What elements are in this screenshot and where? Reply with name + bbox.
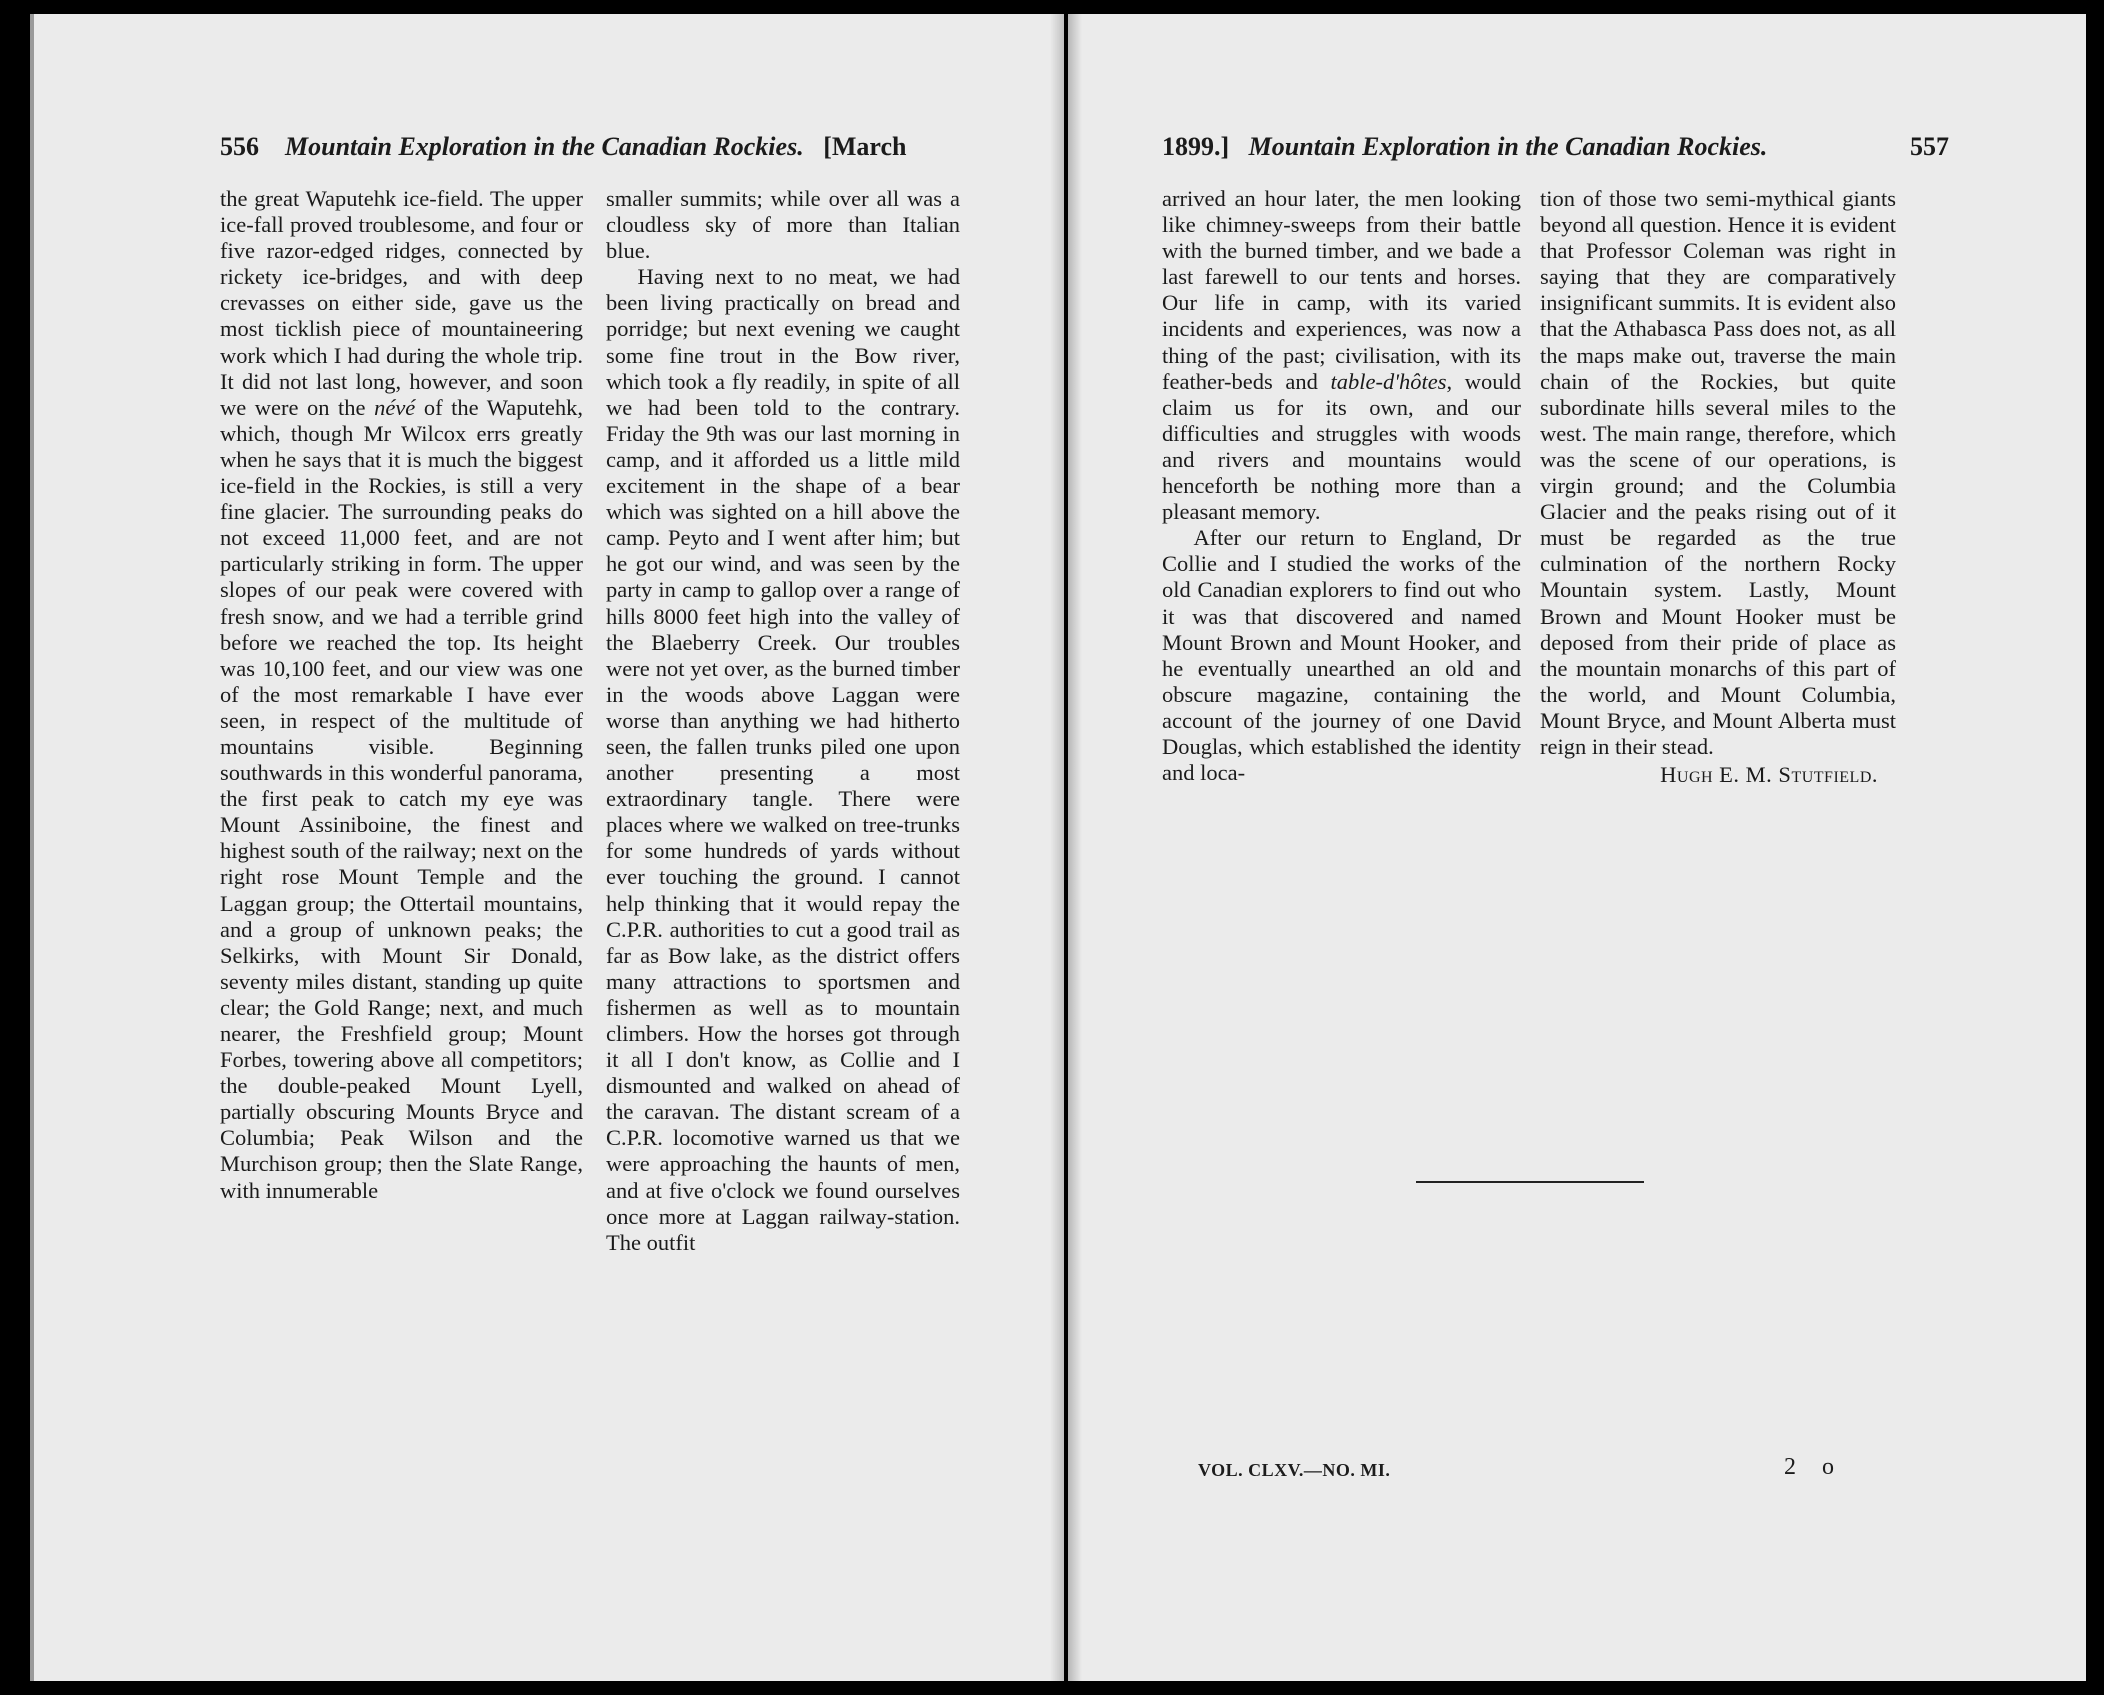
left-page (30, 14, 1064, 1681)
running-title: Mountain Exploration in the Canadian Rockies. (1248, 132, 1768, 161)
running-head-right (1162, 132, 1949, 162)
text-run: , would claim us for its own, and our difficulties and struggles with woods and rivers and mountains would henceforth be nothing more than a pleasant memory. (1162, 368, 1522, 525)
page-number: 556 (220, 132, 259, 161)
right-page (1068, 14, 2086, 1681)
footer-volume: VOL. CLXV.—NO. MI. (1198, 1460, 1391, 1480)
text-run: arrived an hour later, the men looking like chimney-sweeps from their battle with the burned timber, and we bade a last farewell to our tents and horses. Our life in camp, with its varied incidents and experiences, was now a thing of the past; civilisation, with its feather-beds and (1162, 186, 1521, 394)
author-signature: Hugh E. M. Stutfield. (1660, 762, 1878, 788)
running-title: Mountain Exploration in the Canadian Rockies. (285, 132, 804, 161)
text-run: smaller summits; while over all was a cloudless sky of more than Italian blue. (606, 186, 960, 264)
paragraph (1540, 186, 1896, 760)
footer-signature-mark: 2 o (1784, 1454, 1844, 1480)
running-month: [March (823, 132, 907, 161)
running-year: 1899.] (1162, 132, 1230, 161)
text-column-right-2 (1540, 186, 1896, 788)
paragraph (606, 264, 960, 1256)
paragraph (606, 186, 960, 264)
paragraph (1162, 186, 1521, 525)
text-column-left-2 (606, 186, 960, 1256)
text-column-left-1 (220, 186, 583, 1204)
text-run: tion of those two semi-mythical giants beyond all question. Hence it is evident that Professor Coleman was right in saying that they are comparatively insignificant summits. It is evident also that the Athabasca Pass does not, as all the maps make out, traverse the main chain of the Rockies, but quite subordinate hills several miles to the west. The main range, therefore, which was the scene of our operations, is virgin ground; and the Columbia Glacier and the peaks rising out of it must be regarded as the true culmination of the northern Rocky Mountain system. Lastly, Mount Brown and Mount Hooker must be deposed from their pride of place as the mountain monarchs of this part of the world, and Mount Columbia, Mount Bryce, and Mount Alberta must reign in their stead. (1540, 186, 1896, 759)
text-run: After our return to England, Dr Collie and I studied the works of the old Canadian explorers to find out who it was that discovered and named Mount Brown and Mount Hooker, and he eventually unearthed an old and obscure magazine, containing the account of the journey of one David Douglas, which established the identity and loca- (1162, 525, 1521, 786)
paragraph (220, 186, 583, 1204)
paragraph (1162, 525, 1521, 786)
italic-term: table-d'hôtes (1330, 368, 1447, 394)
section-end-rule (1416, 1181, 1644, 1183)
gutter-shadow (1068, 14, 1082, 1681)
running-head-left (220, 132, 906, 162)
text-run: the great Waputehk ice-field. The upper ice-fall proved troublesome, and four or five razor-edged ridges, connected by rickety ice-bridges, and with deep crevasses on either side, gave us the most ticklish piece of mountaineering work which I had during the whole trip. It did not last long, however, and soon we were on the (220, 186, 583, 420)
text-column-right-1 (1162, 186, 1521, 786)
text-run: Having next to no meat, we had been living practically on bread and porridge; but next evening we caught some fine trout in the Bow river, which took a fly readily, in spite of all we had been told to the contrary. Friday the 9th was our last morning in camp, and it afforded us a little mild excitement in the shape of a bear which was sighted on a hill above the camp. Peyto and I went after him; but he got our wind, and was seen by the party in camp to gallop over a range of hills 8000 feet high into the valley of the Blaeberry Creek. Our troubles were not yet over, as the burned timber in the woods above Laggan were worse than anything we had hitherto seen, the fallen trunks piled one upon another presenting a most extraordinary tangle. There were places where we walked on tree-trunks for some hundreds of yards without ever touching the ground. I cannot help thinking that it would repay the C.P.R. authorities to cut a good trail as far as Bow lake, as the district offers many attractions to sportsmen and fishermen as well as to mountain climbers. How the horses got through it all I don't know, as Collie and I dismounted and walked on ahead of the caravan. The distant scream of a C.P.R. locomotive warned us that we were approaching the haunts of men, and at five o'clock we found ourselves once more at Laggan railway-station. The outfit (606, 264, 960, 1255)
gutter-shadow (1050, 14, 1064, 1681)
text-run: of the Waputehk, which, though Mr Wilcox errs greatly when he says that it is much the biggest ice-field in the Rockies, is still a very fine glacier. The surrounding peaks do not exceed 11,000 feet, and are not particularly striking in form. The upper slopes of our peak were covered with fresh snow, and we had a terrible grind before we reached the top. Its height was 10,100 feet, and our view was one of the most remarkable I have ever seen, in respect of the multitude of mountains visible. Beginning southwards in this wonderful panorama, the first peak to catch my eye was Mount Assiniboine, the finest and highest south of the railway; next on the right rose Mount Temple and the Laggan group; the Ottertail mountains, and a group of unknown peaks; the Selkirks, with Mount Sir Donald, seventy miles distant, standing up quite clear; the Gold Range; next, and much nearer, the Freshfield group; Mount Forbes, towering above all competitors; the double-peaked Mount Lyell, partially obscuring Mounts Bryce and Columbia; Peak Wilson and the Murchison group; then the Slate Range, with innumerable (220, 394, 583, 1203)
page-number: 557 (1910, 132, 1949, 161)
italic-term: névé (374, 394, 416, 420)
